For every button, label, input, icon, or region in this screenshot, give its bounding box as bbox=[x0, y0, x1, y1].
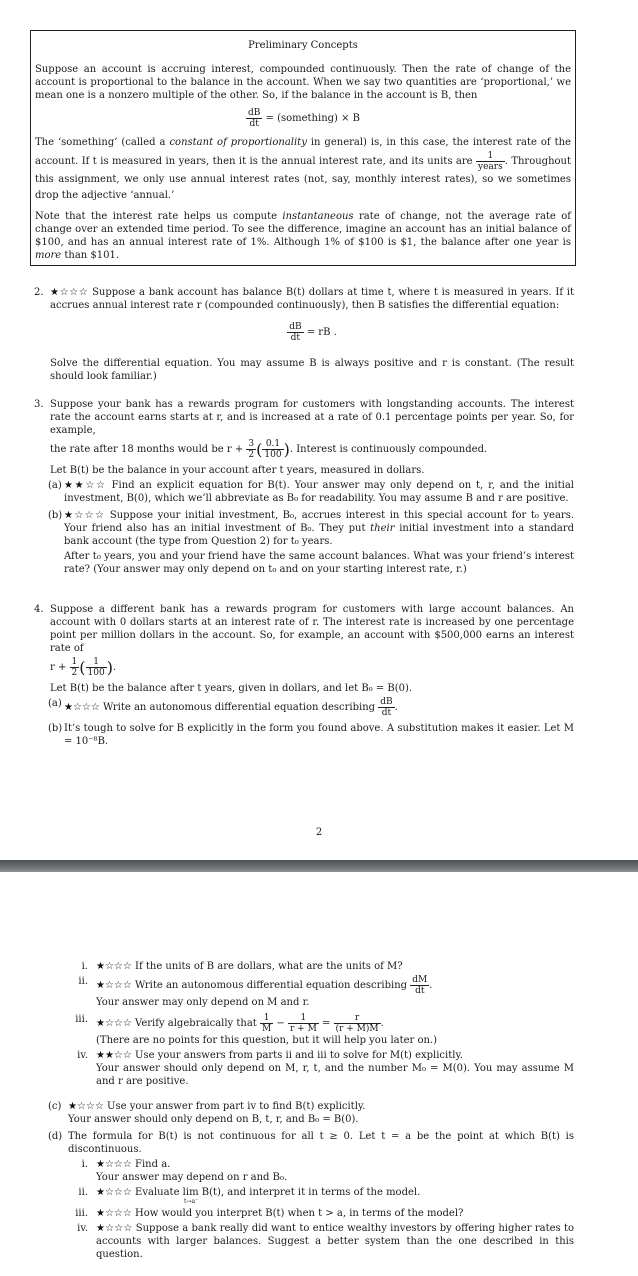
p3-part-b: rate of change, not the average rate of change over an extended time period. To see the difference, imagine an account has an initial balance of $100, and has an annual interest rate of 1%. Although 1% of $100 is $1, the balance after one year is bbox=[35, 211, 571, 248]
part-iii-body: Verify algebraically that bbox=[135, 1018, 257, 1029]
question-3a-body: Find an explicit equation for B(t). Your answer may only depend on t, r, and the initial investment, B(0), which we’ll abbreviate as B₀ for readability. You may assume B and r are positive. bbox=[64, 480, 575, 504]
roman-label: iv. bbox=[77, 1223, 88, 1234]
difficulty-stars: ★☆☆☆ bbox=[50, 287, 89, 298]
question-2-instructions: Solve the differential equation. You may assume B is always positive and r is constant. (The result should look familiar.) bbox=[50, 358, 574, 382]
part-iv bbox=[66, 1049, 574, 1088]
difficulty-stars: ★☆☆☆ bbox=[68, 1101, 104, 1112]
question-4-number: 4. bbox=[34, 604, 44, 615]
question-3-text: Suppose your bank has a rewards program for customers with longstanding accounts. The interest rate the account earns starts at r, and is increased at a rate of 0.1 percentage points per year. So, for example, bbox=[50, 399, 574, 436]
box-equation bbox=[35, 108, 571, 129]
question-3-rate-example: the rate after 18 months would be r + $\frac{3}{2}$ ( $\frac{0.1}{100}$ ). Interest is continuously compounded. bbox=[50, 439, 488, 460]
question-4-text: Suppose a different bank has a rewards program for customers with large account balances. An account with 0 dollars starts at an interest rate of r. The interest rate is increased by one percentage point per million dollars in the account. So, for example, an account with $500,000 earns an interest rate of bbox=[50, 604, 574, 654]
question-4a-body: Write an autonomous differential equation describing bbox=[103, 702, 376, 713]
part-label: (b) bbox=[48, 723, 63, 734]
iii-minus: − bbox=[276, 1018, 285, 1029]
part-c-constraint: Your answer should only depend on B, t, r, and B₀ = B(0). bbox=[68, 1114, 359, 1125]
part-d-iv bbox=[66, 1222, 574, 1261]
roman-label: ii. bbox=[78, 1187, 88, 1198]
part-iv-constraint: Your answer should only depend on M, r, t, and the number M₀ = M(0). You may assume M and r are positive. bbox=[96, 1063, 574, 1087]
part-d-iii-body: How would you interpret B(t) when t > a, in terms of the model? bbox=[135, 1208, 464, 1219]
question-3b bbox=[50, 509, 574, 576]
question-4-parts-c-d bbox=[50, 1098, 574, 1261]
part-d-iv-body: Suppose a bank really did want to entice wealthy investors by offering higher rates to accounts with larger balances. Suggest a better system than the one described in this question. bbox=[96, 1223, 574, 1260]
box-paragraph-2 bbox=[35, 135, 571, 204]
q2-eq-rhs: = rB . bbox=[306, 327, 337, 338]
question-4a bbox=[50, 697, 574, 718]
difficulty-stars: ★★☆☆ bbox=[96, 1050, 132, 1061]
eq-rhs: = (something) × B bbox=[265, 113, 361, 124]
roman-label: i. bbox=[81, 961, 88, 972]
part-label: (c) bbox=[48, 1101, 62, 1112]
part-iii-note: (There are no points for this question, but it will help you later on.) bbox=[96, 1035, 438, 1046]
eq-numerator: dB bbox=[247, 108, 261, 118]
p2-part-b: in general) is, in this case, the interest rate of the account. If t is measured in years, then it is the annual interest rate, and its units are bbox=[35, 137, 571, 167]
iii-f3-num: r bbox=[334, 1013, 381, 1024]
box-title: Preliminary Concepts bbox=[248, 40, 358, 51]
q4a-frac-num: dB bbox=[380, 697, 393, 707]
part-d-i-text bbox=[96, 1158, 574, 1171]
part-label: (b) bbox=[48, 510, 63, 521]
part-label: (d) bbox=[48, 1131, 63, 1142]
p3-part-a: Note that the interest rate helps us compute bbox=[35, 211, 278, 222]
units-numerator: 1 bbox=[476, 151, 505, 162]
ii-frac-num: dM bbox=[412, 975, 428, 985]
iii-f2-den: r + M bbox=[290, 1024, 317, 1034]
part-iv-body: Use your answers from parts ii and iii to solve for M(t) explicitly. bbox=[135, 1050, 463, 1061]
part-d-body: The formula for B(t) is not continuous for all t ≥ 0. Let t = a be the point at which B(t) is discontinuous. bbox=[68, 1131, 574, 1155]
question-3b-text bbox=[64, 509, 574, 548]
part-d-i-constraint: Your answer may depend on r and B₀. bbox=[96, 1172, 288, 1183]
difficulty-stars: ★☆☆☆ bbox=[96, 1208, 132, 1219]
part-c bbox=[50, 1100, 574, 1126]
question-4a-text bbox=[64, 697, 574, 718]
part-ii-constraint: Your answer may only depend on M and r. bbox=[96, 997, 310, 1008]
question-3-let: Let B(t) be the balance in your account after t years, measured in dollars. bbox=[50, 465, 425, 476]
question-4-continued bbox=[66, 958, 574, 1088]
page-number: 2 bbox=[315, 827, 323, 838]
roman-label: iv. bbox=[77, 1050, 88, 1061]
question-4-rate-example: r + $\frac{1}{2}$ ( $\frac{1}{100}$ ). bbox=[50, 657, 117, 678]
question-3-number: 3. bbox=[34, 399, 44, 410]
difficulty-stars: ★☆☆☆ bbox=[96, 1159, 132, 1170]
question-3b-body-2: initial investment into a standard bank account (the type from Question 2) for t₀ years. bbox=[64, 523, 574, 547]
difficulty-stars: ★☆☆☆ bbox=[96, 1187, 132, 1198]
difficulty-stars: ★☆☆☆ bbox=[96, 980, 132, 991]
question-2-number: 2. bbox=[34, 287, 44, 298]
part-label: (a) bbox=[48, 698, 62, 709]
part-ii bbox=[66, 975, 574, 1009]
rate-frac1-num: 1 bbox=[71, 657, 78, 667]
iii-end: . bbox=[380, 1018, 384, 1029]
q2-eq-denominator: dt bbox=[290, 333, 301, 343]
preliminary-concepts-box bbox=[30, 30, 576, 266]
rate-frac2-num: 0.1 bbox=[262, 439, 283, 450]
question-3a-text bbox=[64, 479, 574, 505]
box-paragraph-3 bbox=[35, 210, 571, 262]
roman-label: iii. bbox=[75, 1208, 88, 1219]
question-3b-body-1: Suppose your initial investment, B₀, accrues interest in this special account for t₀ years. Your friend also has an initial investment of B₀. They put bbox=[64, 510, 575, 534]
part-label: (a) bbox=[48, 480, 62, 491]
q2-eq-numerator: dB bbox=[289, 322, 302, 332]
rate-example-end: . Interest is continuously compounded. bbox=[289, 444, 488, 455]
part-c-body: Use your answer from part iv to find B(t) explicitly. bbox=[107, 1101, 366, 1112]
part-d-i bbox=[66, 1158, 574, 1184]
rate-frac1-den: 2 bbox=[248, 450, 255, 460]
roman-label: i. bbox=[81, 1159, 88, 1170]
part-ii-body: Write an autonomous differential equation describing bbox=[135, 980, 408, 991]
iii-f3-den: (r + M)M bbox=[335, 1024, 379, 1034]
part-d-iii bbox=[66, 1207, 574, 1220]
part-d-subparts bbox=[66, 1158, 574, 1261]
part-i bbox=[66, 960, 574, 973]
eq-denominator: dt bbox=[249, 119, 259, 129]
part-iv-text bbox=[96, 1049, 574, 1062]
difficulty-stars: ★☆☆☆ bbox=[96, 961, 132, 972]
limit-subscript: t→a⁻ bbox=[184, 1198, 199, 1205]
part-i-body: If the units of B are dollars, what are the units of M? bbox=[135, 961, 403, 972]
question-2-body: Suppose a bank account has balance B(t) dollars at time t, where t is measured in years. If it accrues annual interest rate r (compounded continuously), then B satisfies the differential equation: bbox=[50, 287, 575, 311]
roman-label: iii. bbox=[75, 1014, 88, 1025]
rate-example-start: the rate after 18 months would be r + bbox=[50, 444, 244, 455]
rate-frac2-den: 100 bbox=[264, 450, 282, 460]
part-d-ii bbox=[66, 1186, 574, 1205]
rate-example-end: . bbox=[112, 662, 117, 673]
part-d-i-body: Find a. bbox=[135, 1159, 171, 1170]
rate-frac1-num: 3 bbox=[248, 439, 255, 449]
rate-example-start: r + bbox=[50, 662, 67, 673]
iii-f1-den: M bbox=[262, 1024, 272, 1034]
part-iii-text bbox=[96, 1013, 574, 1034]
p2-emphasis: constant of proportionality bbox=[169, 137, 307, 148]
iii-equals: = bbox=[321, 1018, 331, 1029]
difficulty-stars: ★☆☆☆ bbox=[64, 510, 106, 521]
question-4b-text bbox=[64, 722, 574, 748]
box-paragraph-1: Suppose an account is accruing interest, compounded continuously. Then the rate of change of the account is proportional to the balance in the account. When we say two quantities are ‘proportional,’ we mean one is a nonzero multiple of the other. So, if the balance in the account is B, then bbox=[35, 64, 571, 101]
units-denominator: years bbox=[478, 162, 503, 172]
p3-emphasis: instantaneous bbox=[282, 211, 354, 222]
roman-label: ii. bbox=[78, 976, 88, 987]
part-i-text bbox=[96, 960, 574, 973]
p2-part-c: . Throughout this assignment, we only use annual interest rates (not, say, monthly interest rates), so we sometimes drop the adjective ‘annual.’ bbox=[35, 156, 571, 201]
difficulty-stars: ★☆☆☆ bbox=[96, 1018, 132, 1029]
iii-f2-num: 1 bbox=[288, 1013, 319, 1024]
difficulty-stars: ★☆☆☆ bbox=[96, 1223, 133, 1234]
rate-frac1-den: 2 bbox=[71, 668, 78, 678]
part-d bbox=[50, 1130, 574, 1156]
q4a-frac-den: dt bbox=[381, 708, 392, 718]
question-4b bbox=[50, 722, 574, 748]
difficulty-stars: ★☆☆☆ bbox=[64, 702, 100, 713]
part-ii-text bbox=[96, 975, 574, 996]
question-2 bbox=[34, 286, 574, 383]
part-c-text bbox=[68, 1100, 574, 1113]
q4a-end: . bbox=[394, 702, 398, 713]
question-2-text bbox=[50, 286, 574, 312]
question-4b-body: It’s tough to solve for B explicitly in the form you found above. A substitution makes it easier. Let bbox=[64, 723, 561, 734]
ii-frac-den: dt bbox=[415, 986, 425, 996]
part-d-iii-text bbox=[96, 1207, 574, 1220]
question-3b-emphasis: their bbox=[370, 523, 395, 534]
iii-f1-num: 1 bbox=[260, 1013, 273, 1024]
p3-emphasis-2: more bbox=[35, 250, 62, 261]
question-3b-body-3: After t₀ years, you and your friend have the same account balances. What was your friend’s interest rate? (Your answer may only depend on t₀ and on your starting interest rate, r.) bbox=[64, 551, 574, 575]
page-two bbox=[0, 872, 638, 1276]
question-2-equation bbox=[50, 322, 574, 343]
part-d-ii-body: Evaluate lim B(t), and interpret it in terms of the model. bbox=[135, 1187, 421, 1198]
question-3 bbox=[34, 398, 574, 576]
ii-end: . bbox=[429, 980, 433, 991]
rate-frac2-den: 100 bbox=[87, 668, 105, 678]
difficulty-stars: ★★☆☆ bbox=[64, 480, 107, 491]
p3-part-c: than $101. bbox=[64, 250, 120, 261]
question-4-let: Let B(t) be the balance after t years, given in dollars, and let B₀ = B(0). bbox=[50, 683, 413, 694]
question-4 bbox=[34, 603, 574, 748]
rate-frac2-num: 1 bbox=[86, 657, 107, 668]
p2-part-a: The ‘something’ (called a bbox=[35, 137, 166, 148]
part-d-iv-text bbox=[96, 1222, 574, 1261]
part-iii bbox=[66, 1013, 574, 1047]
question-3a bbox=[50, 479, 574, 505]
page-separator bbox=[0, 860, 638, 872]
question-4b-substitution: M = 10⁻⁸B. bbox=[64, 723, 575, 747]
